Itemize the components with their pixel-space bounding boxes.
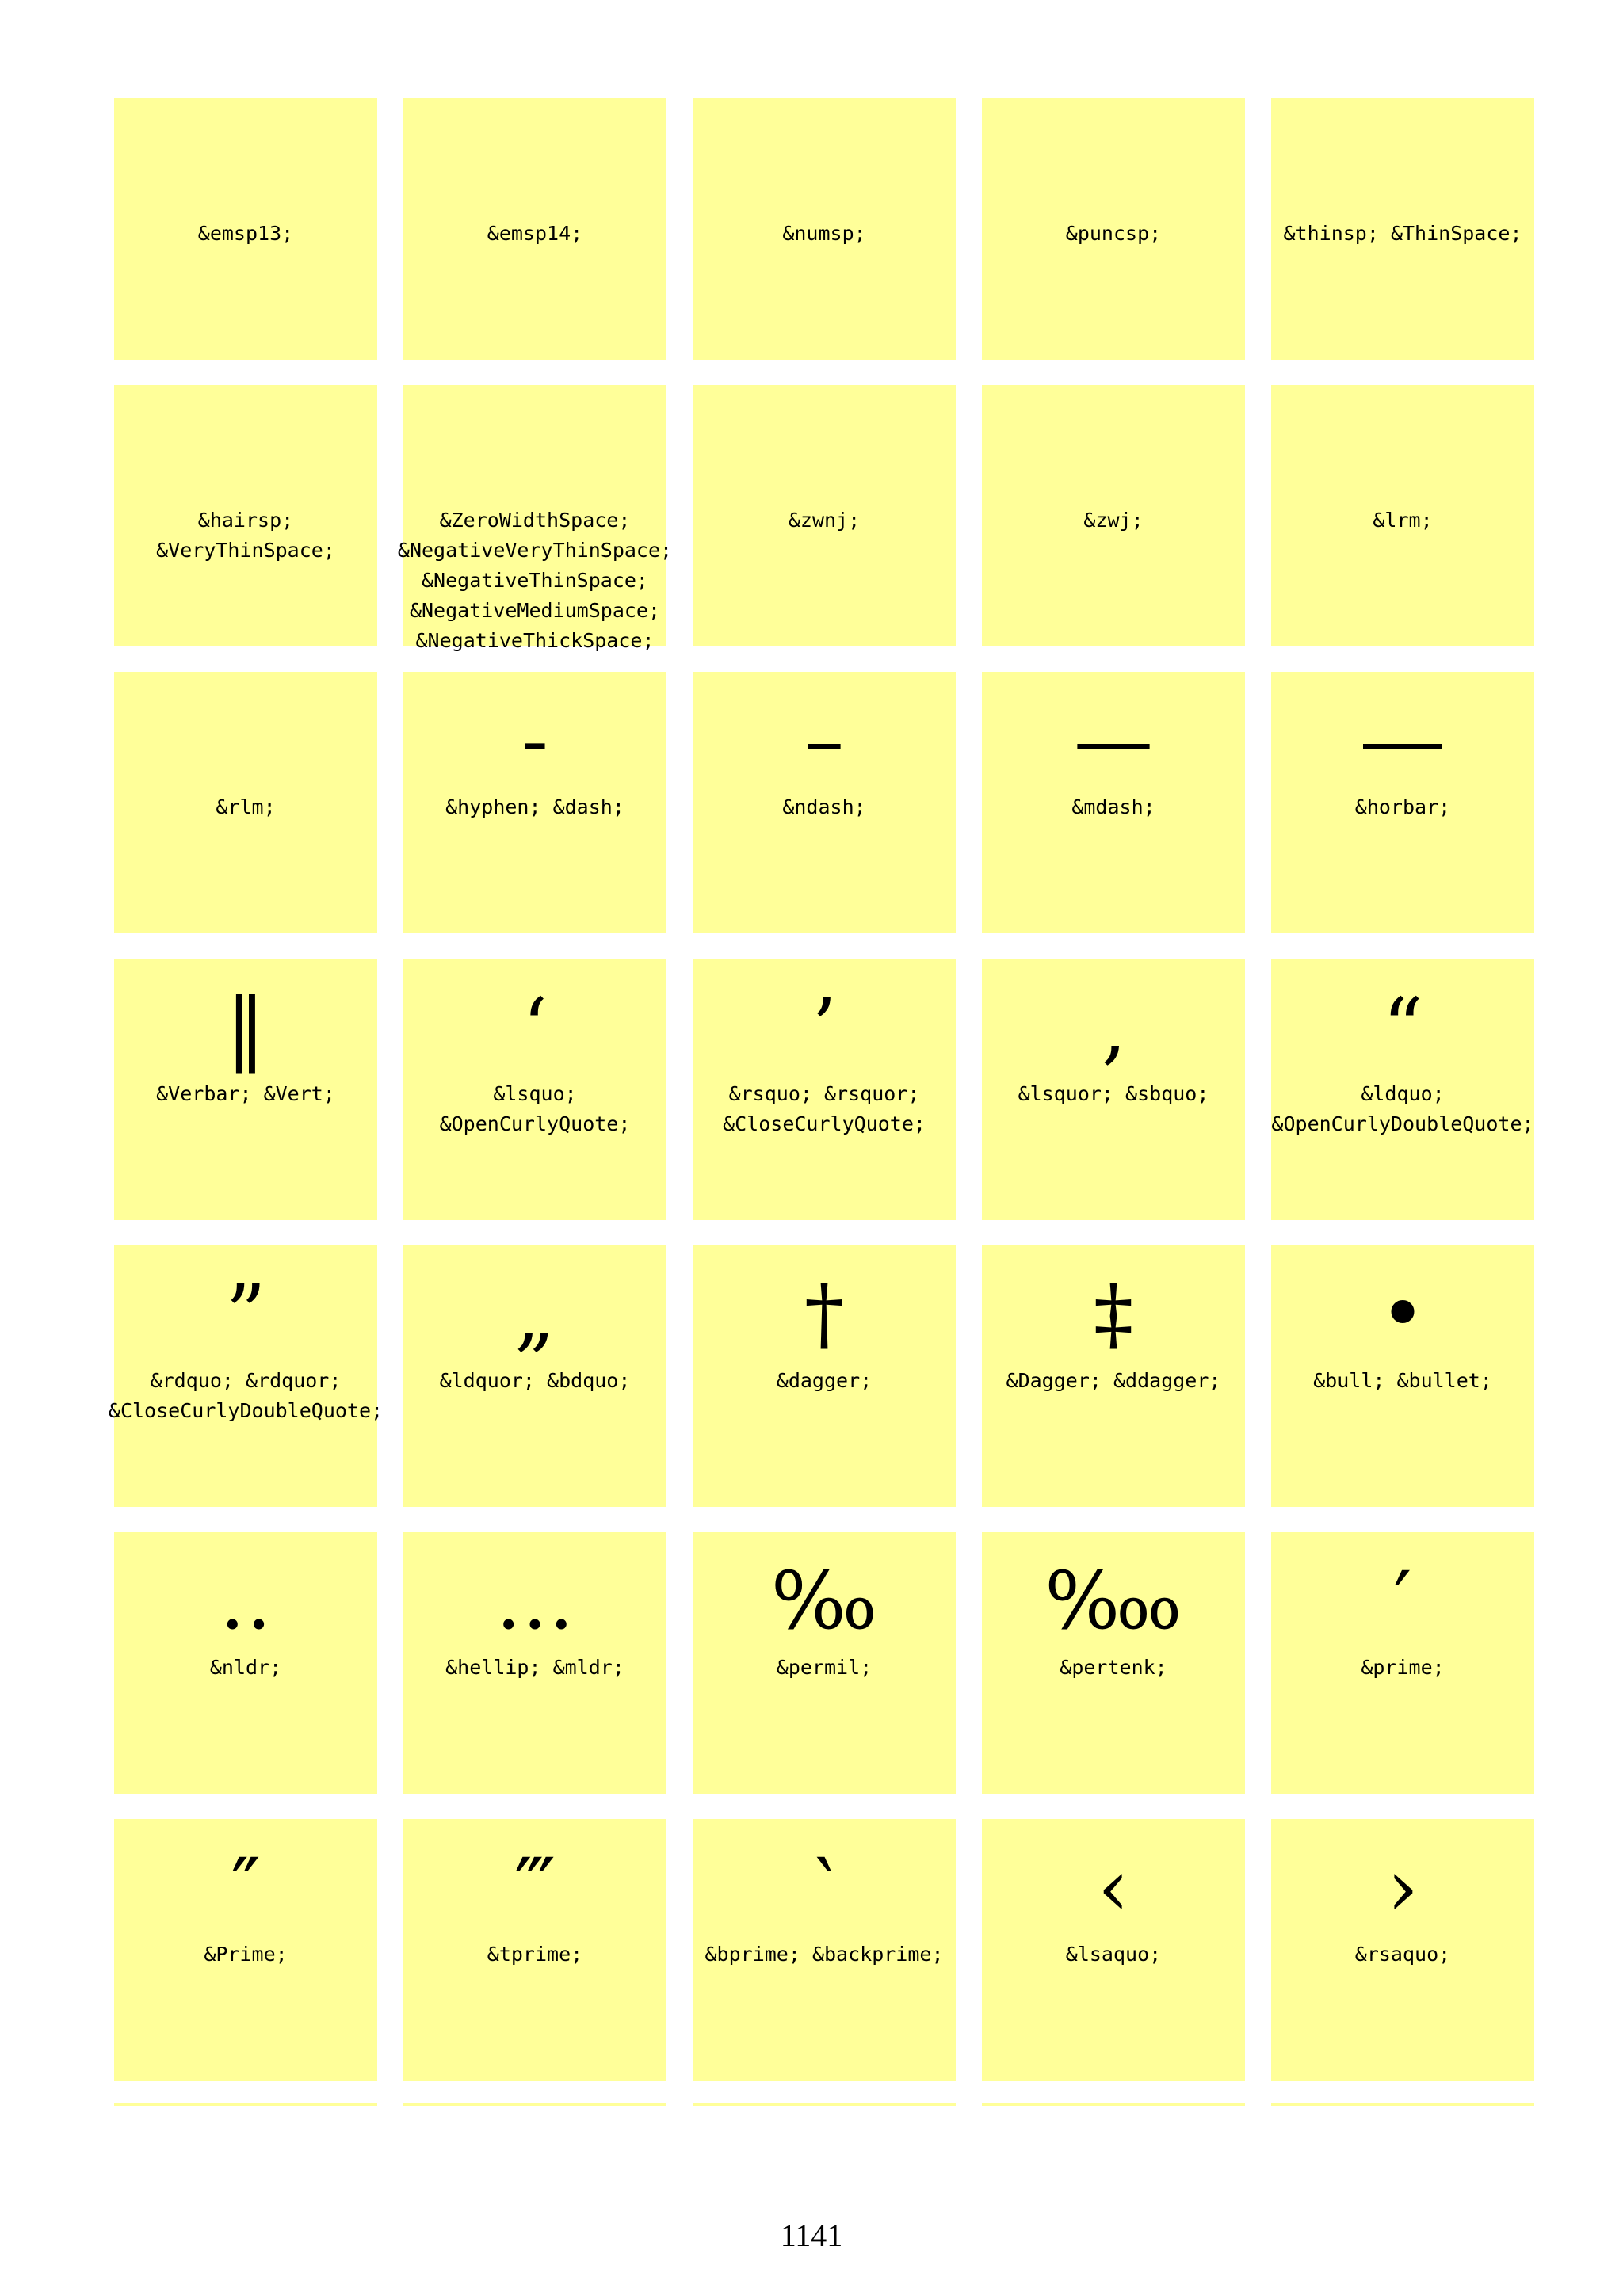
entity-name-label: &hellip; &mldr; bbox=[445, 1656, 624, 1679]
entity-glyph: ‖ bbox=[226, 981, 265, 1074]
entity-name-label: &bprime; &backprime; bbox=[705, 1943, 944, 1966]
entity-glyph bbox=[1271, 105, 1534, 230]
entity-glyph: ′ bbox=[1393, 1554, 1412, 1647]
entity-glyph bbox=[114, 678, 377, 803]
card-edge bbox=[403, 2103, 666, 2106]
entity-card bbox=[1271, 959, 1534, 1220]
entity-name-label: &lsquor; &sbquo; bbox=[1018, 1082, 1209, 1105]
entity-glyph bbox=[1271, 391, 1534, 517]
entity-card bbox=[982, 385, 1245, 646]
entity-name-label: &puncsp; bbox=[1065, 222, 1162, 245]
entity-card bbox=[693, 98, 956, 360]
entity-glyph: „ bbox=[514, 1268, 556, 1360]
entity-name-label: &zwj; bbox=[1083, 509, 1144, 532]
entity-card bbox=[982, 1819, 1245, 2081]
entity-glyph: ― bbox=[1363, 694, 1442, 787]
entity-name-label: &emsp13; bbox=[197, 222, 294, 245]
entity-glyph: ” bbox=[225, 1268, 266, 1360]
entity-card bbox=[693, 1245, 956, 1507]
entity-name-label: &dagger; bbox=[776, 1369, 873, 1392]
card-edge bbox=[1271, 2103, 1534, 2106]
entity-name-label: &thinsp; &ThinSpace; bbox=[1283, 222, 1522, 245]
entity-glyph: ’ bbox=[812, 981, 837, 1074]
entity-glyph: › bbox=[1387, 1841, 1419, 1934]
entity-glyph: ‐ bbox=[521, 694, 548, 787]
entity-card bbox=[693, 385, 956, 646]
entity-name-label: &Dagger; &ddagger; bbox=[1006, 1369, 1221, 1392]
entity-glyph: “ bbox=[1382, 981, 1423, 1074]
entity-name-label: &rsaquo; bbox=[1354, 1943, 1451, 1966]
entity-glyph: ‴ bbox=[514, 1841, 556, 1934]
entity-glyph: ‹ bbox=[1098, 1841, 1129, 1934]
entity-glyph: ‘ bbox=[522, 981, 548, 1074]
entity-glyph bbox=[693, 391, 956, 517]
entity-glyph bbox=[982, 105, 1245, 230]
page-number: 1141 bbox=[780, 2218, 843, 2253]
entity-name-label: &tprime; bbox=[487, 1943, 583, 1966]
entity-name-label: &numsp; bbox=[782, 222, 866, 245]
entity-card bbox=[982, 1245, 1245, 1507]
entity-name-label: &mdash; bbox=[1071, 795, 1155, 818]
entity-glyph bbox=[982, 391, 1245, 517]
entity-card bbox=[397, 385, 673, 652]
entity-name-label: &pertenk; bbox=[1060, 1656, 1167, 1679]
entity-card bbox=[403, 1819, 666, 2081]
entity-card bbox=[1271, 385, 1534, 646]
entity-card bbox=[114, 1819, 377, 2081]
card-edge bbox=[693, 2103, 956, 2106]
next-row-cards-edge bbox=[114, 2103, 1541, 2106]
entity-card bbox=[982, 1532, 1245, 1794]
entity-card bbox=[693, 959, 956, 1220]
entity-card bbox=[108, 1245, 384, 1507]
entity-glyph: – bbox=[804, 694, 844, 787]
entity-card bbox=[693, 672, 956, 933]
entity-glyph bbox=[403, 105, 666, 230]
entity-name-label: &nldr; bbox=[209, 1656, 282, 1679]
entity-glyph: ‥ bbox=[219, 1554, 273, 1647]
entity-card bbox=[982, 672, 1245, 933]
entity-card bbox=[693, 1532, 956, 1794]
entity-card bbox=[1271, 1819, 1534, 2081]
entity-glyph: … bbox=[495, 1554, 575, 1647]
entity-name-label: &horbar; bbox=[1354, 795, 1451, 818]
entity-card bbox=[982, 959, 1245, 1220]
entity-glyph: ‰ bbox=[770, 1554, 878, 1647]
entity-card bbox=[693, 1819, 956, 2081]
entity-name-label: &emsp14; bbox=[487, 222, 583, 245]
entity-glyph: † bbox=[804, 1268, 844, 1360]
entity-card bbox=[403, 98, 666, 360]
entity-glyph: ‡ bbox=[1094, 1268, 1133, 1360]
entity-card bbox=[403, 1532, 666, 1794]
entity-card bbox=[403, 959, 666, 1220]
entity-card bbox=[114, 385, 377, 646]
entity-card bbox=[403, 672, 666, 933]
entity-name-label: &lsquo; &OpenCurlyQuote; bbox=[439, 1082, 631, 1135]
entity-card bbox=[1271, 98, 1534, 360]
entity-name-label: &Prime; bbox=[204, 1943, 288, 1966]
entity-card bbox=[1271, 672, 1534, 933]
entity-name-label: &zwnj; bbox=[788, 509, 861, 532]
entity-card-grid bbox=[108, 98, 1541, 2081]
entity-name-label: &permil; bbox=[776, 1656, 873, 1679]
entity-card bbox=[114, 959, 377, 1220]
entity-card bbox=[403, 1245, 666, 1507]
entity-card bbox=[1271, 1532, 1534, 1794]
entity-card bbox=[1271, 1245, 1534, 1507]
entity-name-label: &lsaquo; bbox=[1065, 1943, 1162, 1966]
card-edge bbox=[114, 2103, 377, 2106]
entity-glyph: ″ bbox=[231, 1841, 261, 1934]
entity-name-label: &ndash; bbox=[782, 795, 866, 818]
entity-name-label: &rlm; bbox=[216, 795, 276, 818]
entity-card bbox=[114, 672, 377, 933]
entity-name-label: &lrm; bbox=[1373, 509, 1433, 532]
entity-glyph bbox=[693, 105, 956, 230]
entity-name-label: &hyphen; &dash; bbox=[445, 795, 624, 818]
entity-glyph: • bbox=[1379, 1268, 1426, 1360]
entity-card bbox=[114, 98, 377, 360]
card-edge bbox=[982, 2103, 1245, 2106]
entity-name-label: &rdquo; &rdquor; &CloseCurlyDoubleQuote; bbox=[108, 1369, 384, 1422]
entity-name-label: &ldquo; &OpenCurlyDoubleQuote; bbox=[1271, 1082, 1534, 1135]
entity-card bbox=[114, 1532, 377, 1794]
entity-name-label: &prime; bbox=[1361, 1656, 1445, 1679]
entity-name-label: &hairsp; &VeryThinSpace; bbox=[156, 509, 335, 562]
entity-name-label: &ZeroWidthSpace; &NegativeVeryThinSpace; &NegativeThinSpace; &NegativeMediumSpace; &NegativeThickSpace; bbox=[397, 509, 673, 652]
entity-name-label: &Verbar; &Vert; bbox=[156, 1082, 335, 1105]
entity-glyph: ‵ bbox=[815, 1841, 834, 1934]
entity-card bbox=[982, 98, 1245, 360]
entity-glyph bbox=[403, 391, 666, 517]
entity-name-label: &rsquo; &rsquor; &CloseCurlyQuote; bbox=[723, 1082, 926, 1135]
entity-glyph: ‚ bbox=[1101, 981, 1126, 1074]
entity-glyph: ‱ bbox=[1044, 1554, 1182, 1647]
entity-name-label: &ldquor; &bdquo; bbox=[439, 1369, 631, 1392]
entity-glyph bbox=[114, 391, 377, 517]
entity-name-label: &bull; &bullet; bbox=[1313, 1369, 1492, 1392]
entity-glyph bbox=[114, 105, 377, 230]
entity-glyph: — bbox=[1074, 694, 1153, 787]
